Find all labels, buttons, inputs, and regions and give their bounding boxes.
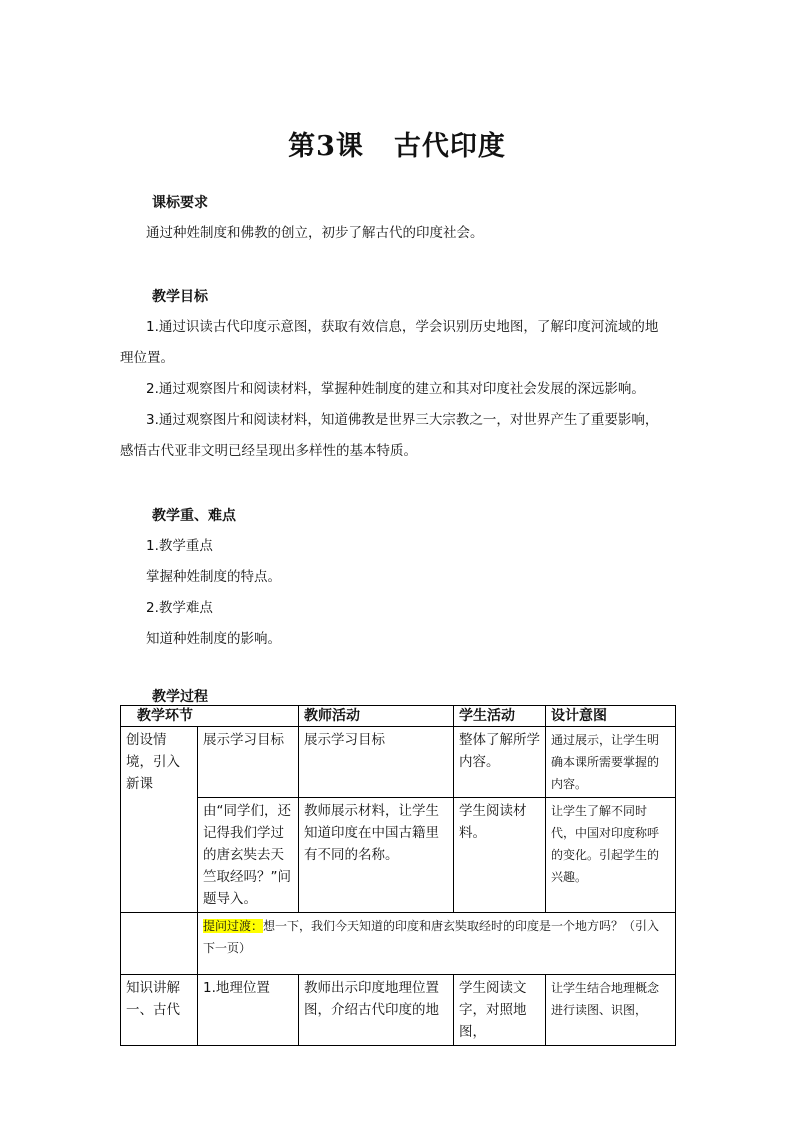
heading-kebiao: 课标要求 bbox=[152, 195, 208, 211]
stage-cell: 创设情境，引入新课 bbox=[121, 727, 198, 913]
heading-guocheng: 教学过程 bbox=[152, 689, 208, 705]
kebiao-text: 通过种姓制度和佛教的创立，初步了解古代的印度社会。 bbox=[146, 225, 484, 241]
header-design: 设计意图 bbox=[546, 706, 676, 727]
teacher-cell: 教师出示印度地理位置图，介绍古代印度的地 bbox=[299, 975, 454, 1046]
header-teacher: 教师活动 bbox=[299, 706, 454, 727]
teaching-process-table bbox=[120, 705, 676, 1046]
empty-stage-cell bbox=[121, 913, 198, 975]
student-cell: 学生阅读材料。 bbox=[454, 798, 546, 913]
student-cell: 整体了解所学内容。 bbox=[454, 727, 546, 798]
table-header-row bbox=[121, 706, 676, 727]
header-stage: 教学环节 bbox=[121, 706, 299, 727]
nandian-label: 2.教学难点 bbox=[146, 600, 213, 616]
lesson-name: 古代印度 bbox=[393, 131, 506, 162]
mubiao-item2: 2.通过观察图片和阅读材料，掌握种姓制度的建立和其对印度社会发展的深远影响。 bbox=[146, 381, 645, 397]
lesson-title bbox=[0, 124, 794, 163]
mubiao-item1-line2: 理位置。 bbox=[120, 350, 174, 366]
lesson-number: 第3课 bbox=[288, 131, 364, 162]
teacher-cell: 展示学习目标 bbox=[299, 727, 454, 798]
table-row bbox=[121, 975, 676, 1046]
design-cell: 通过展示，让学生明确本课所需要掌握的内容。 bbox=[546, 727, 676, 798]
transition-row bbox=[121, 913, 676, 975]
transition-text: 想一下，我们今天知道的印度和唐玄奘取经时的印度是一个地方吗？（引入下一页） bbox=[203, 919, 660, 955]
table-row bbox=[121, 727, 676, 798]
student-cell: 学生阅读文字，对照地图， bbox=[454, 975, 546, 1046]
nandian-text: 知道种姓制度的影响。 bbox=[146, 631, 281, 647]
sub-stage-cell: 1.地理位置 bbox=[198, 975, 299, 1046]
design-cell: 让学生结合地理概念进行读图、识图， bbox=[546, 975, 676, 1046]
transition-label: 提问过渡： bbox=[203, 919, 264, 933]
heading-zhongnan: 教学重、难点 bbox=[152, 508, 236, 524]
sub-stage-cell: 展示学习目标 bbox=[198, 727, 299, 798]
teacher-cell: 教师展示材料，让学生知道印度在中国古籍里有不同的名称。 bbox=[299, 798, 454, 913]
zhongdian-label: 1.教学重点 bbox=[146, 538, 213, 554]
header-student: 学生活动 bbox=[454, 706, 546, 727]
stage-cell: 知识讲解一、古代 bbox=[121, 975, 198, 1046]
transition-cell bbox=[198, 913, 676, 975]
table-row bbox=[121, 798, 676, 913]
zhongdian-text: 掌握种姓制度的特点。 bbox=[146, 569, 281, 585]
mubiao-item3-line2: 感悟古代亚非文明已经呈现出多样性的基本特质。 bbox=[120, 443, 417, 459]
sub-stage-cell: 由“同学们，还记得我们学过的唐玄奘去天竺取经吗？”问题导入。 bbox=[198, 798, 299, 913]
design-cell: 让学生了解不同时代，中国对印度称呼的变化。引起学生的兴趣。 bbox=[546, 798, 676, 913]
heading-mubiao: 教学目标 bbox=[152, 289, 208, 305]
mubiao-item1-line1: 1.通过识读古代印度示意图，获取有效信息，学会识别历史地图，了解印度河流域的地 bbox=[146, 319, 659, 335]
mubiao-item3-line1: 3.通过观察图片和阅读材料，知道佛教是世界三大宗教之一，对世界产生了重要影响， bbox=[146, 412, 659, 428]
